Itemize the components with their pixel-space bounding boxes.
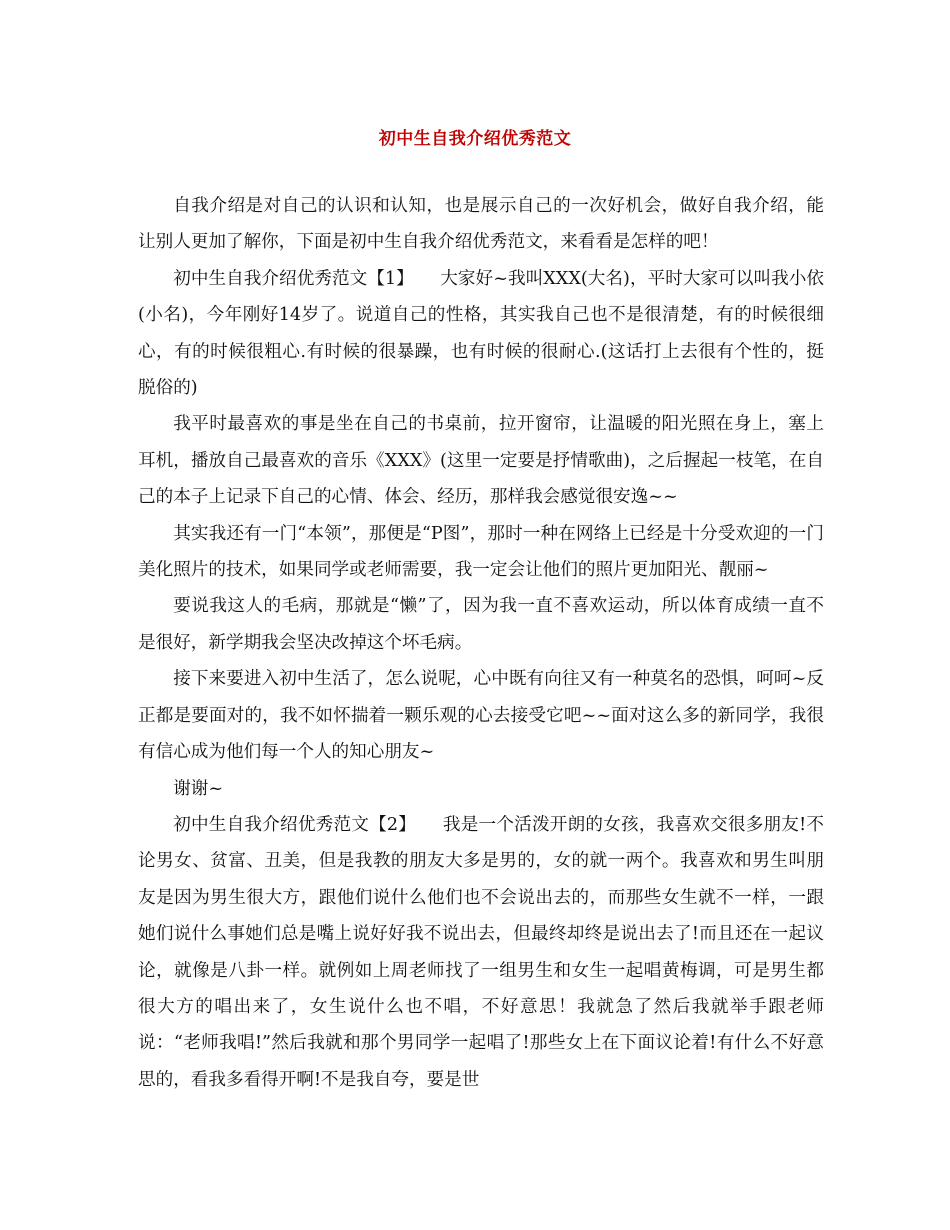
- paragraph-sample-2: 初中生自我介绍优秀范文【2】 我是一个活泼开朗的女孩，我喜欢交很多朋友!不论男女、贫富、丑美，但是我教的朋友大多是男的，女的就一两个。我喜欢和男生叫朋友是因为男生很大方，跟他们说什么他们也不会说出去的，而那些女生就不一样，一跟她们说什么事她们总是嘴上说好好我不说出去，但最终却终是说出去了!而且还在一起议论，就像是八卦一样。就例如上周老师找了一组男生和女生一起唱黄梅调，可是男生都很大方的唱出来了，女生说什么也不唱，不好意思！我就急了然后我就举手跟老师说：“老师我唱!”然后我就和那个男同学一起唱了!那些女上在下面议论着!有什么不好意思的，看我多看得开啊!不是我自夸，要是世: [138, 814, 824, 1090]
- paragraph-hobby: 我平时最喜欢的事是坐在自己的书桌前，拉开窗帘，让温暖的阳光照在身上，塞上耳机，播放自己最喜欢的音乐《XXX》(这里一定要是抒情歌曲)，之后握起一枝笔，在自己的本子上记录下自己的心情、体会、经历，那样我会感觉很安逸~~: [138, 414, 824, 508]
- paragraph-future: 接下来要进入初中生活了，怎么说呢，心中既有向往又有一种莫名的恐惧，呵呵~反正都是要面对的，我不如怀揣着一颗乐观的心去接受它吧~~面对这么多的新同学，我很有信心成为他们每一个人的知心朋友~: [138, 669, 824, 763]
- paragraph-intro: 自我介绍是对自己的认识和认知，也是展示自己的一次好机会，做好自我介绍，能让别人更加了解你，下面是初中生自我介绍优秀范文，来看看是怎样的吧！: [138, 196, 824, 253]
- document-body: [138, 188, 824, 1098]
- paragraph-thanks: 谢谢~: [173, 778, 224, 799]
- paragraph-skill: 其实我还有一门“本领”，那便是“P图”，那时一种在网络上已经是十分受欢迎的一门美化照片的技术，如果同学或老师需要，我一定会让他们的照片更加阳光、靓丽~: [138, 523, 824, 581]
- document-title: 初中生自我介绍优秀范文: [378, 129, 572, 149]
- paragraph-weakness: 要说我这人的毛病，那就是“懒”了，因为我一直不喜欢运动，所以体育成绩一直不是很好，新学期我会坚决改掉这个坏毛病。: [138, 596, 824, 653]
- paragraph-sample-1: 初中生自我介绍优秀范文【1】 大家好~我叫XXX(大名)，平时大家可以叫我小依(小名)，今年刚好14岁了。说道自己的性格，其实我自己也不是很清楚，有的时候很细心，有的时候很粗心.有时候的很暴躁，也有时候的很耐心.(这话打上去很有个性的，挺脱俗的): [138, 268, 824, 399]
